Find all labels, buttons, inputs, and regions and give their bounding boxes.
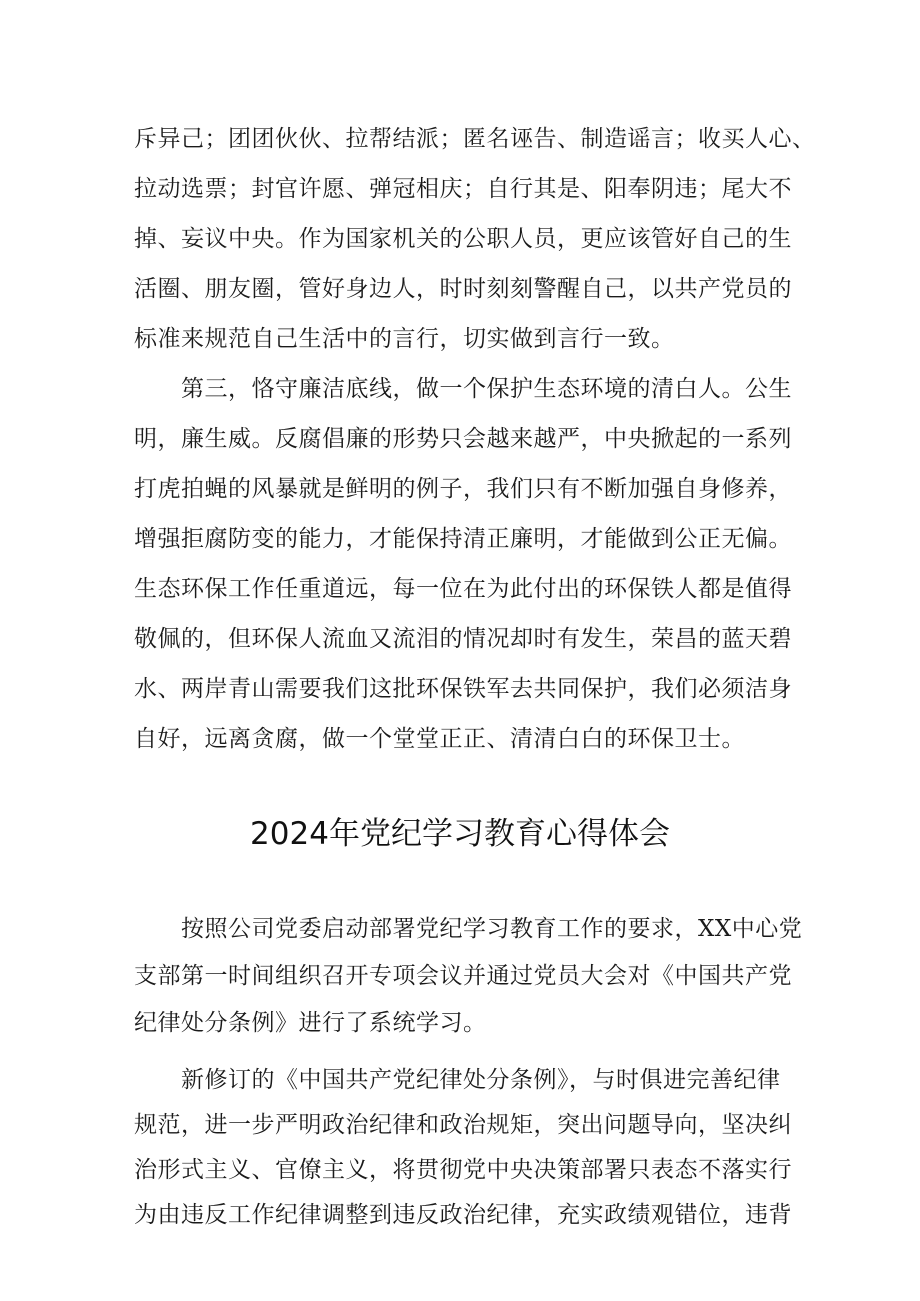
text-line: 拉动选票；封官许愿、弹冠相庆；自行其是、阳奉阴违；尾大不 — [134, 176, 792, 202]
text-line: 纪律处分条例》进行了系统学习。 — [134, 1010, 487, 1036]
text-line: 掉、妄议中央。作为国家机关的公职人员，更应该管好自己的生 — [134, 226, 792, 252]
text-line: 斥异己；团团伙伙、拉帮结派；匿名诬告、制造谣言；收买人心、 — [134, 126, 816, 152]
text-line: 新修订的《中国共产党纪律处分条例》，与时俱进完善纪律 — [134, 1067, 781, 1093]
text-line: 支部第一时间组织召开专项会议并通过党员大会对《中国共产党 — [134, 963, 792, 989]
paragraph-intro — [134, 906, 803, 1047]
text-line: 按照公司党委启动部署党纪学习教育工作的要求，XX中心党 — [134, 916, 803, 942]
text-line: 第三，恪守廉洁底线，做一个保护生态环境的清白人。公生 — [134, 376, 792, 402]
document-title: 2024年党纪学习教育心得体会 — [250, 816, 670, 852]
text-line: 明，廉生威。反腐倡廉的形势只会越来越严，中央掀起的一系列 — [134, 426, 792, 452]
text-line: 治形式主义、官僚主义，将贯彻党中央决策部署只表态不落实行 — [134, 1157, 792, 1183]
text-line: 打虎拍蝇的风暴就是鲜明的例子，我们只有不断加强自身修养， — [134, 476, 792, 502]
text-line: 生态环保工作任重道远，每一位在为此付出的环保铁人都是值得 — [134, 576, 792, 602]
text-line: 自好，远离贪腐，做一个堂堂正正、清清白白的环保卫士。 — [134, 726, 745, 752]
text-line: 为由违反工作纪律调整到违反政治纪律，充实政绩观错位，违背 — [134, 1202, 792, 1228]
text-line: 敬佩的，但环保人流血又流泪的情况却时有发生，荣昌的蓝天碧 — [134, 626, 792, 652]
text-line: 标准来规范自己生活中的言行，切实做到言行一致。 — [134, 326, 675, 352]
paragraph-block-integrity — [134, 114, 816, 764]
text-line: 规范，进一步严明政治纪律和政治规矩，突出问题导向，坚决纠 — [134, 1112, 792, 1138]
paragraph-regulations — [134, 1058, 794, 1238]
text-line: 活圈、朋友圈，管好身边人，时时刻刻警醒自己，以共产党员的 — [134, 276, 792, 302]
text-line: 水、两岸青山需要我们这批环保铁军去共同保护，我们必须洁身 — [134, 676, 792, 702]
text-line: 增强拒腐防变的能力，才能保持清正廉明，才能做到公正无偏。 — [134, 526, 792, 552]
